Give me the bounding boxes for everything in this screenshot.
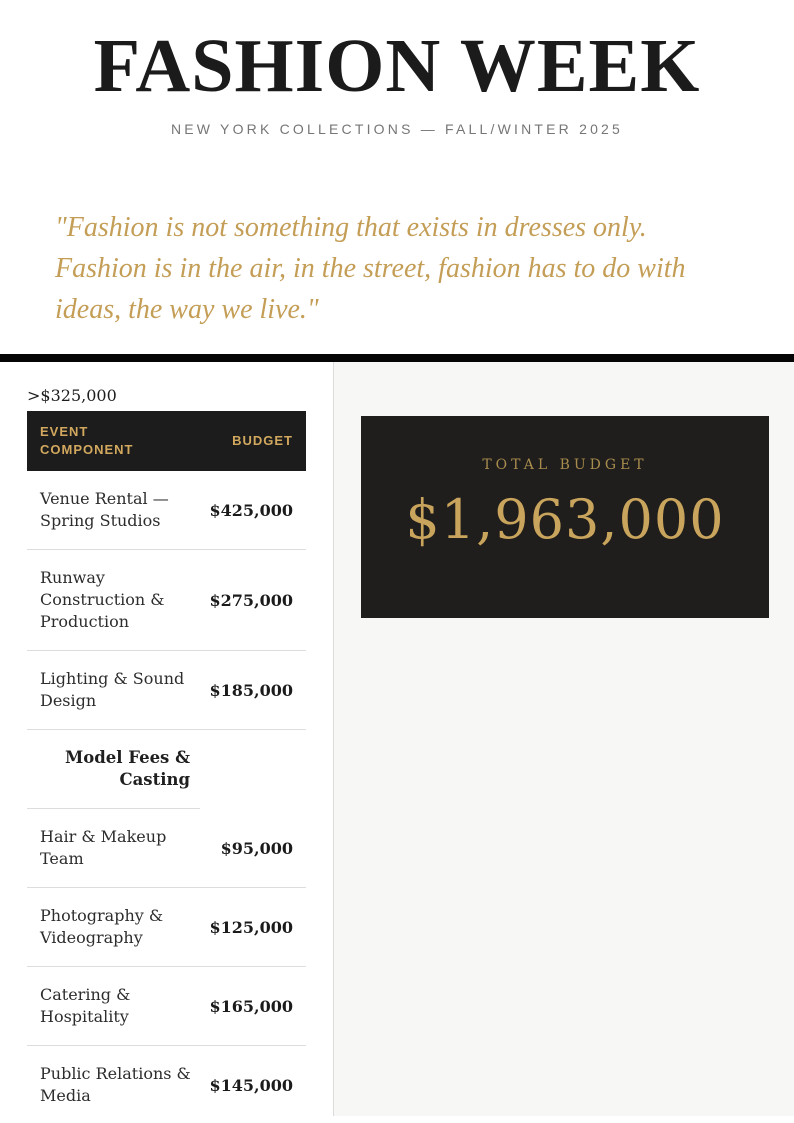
page-subtitle: NEW YORK COLLECTIONS — FALL/WINTER 2025 (170, 121, 624, 137)
budget-cell: $185,000 (209, 680, 293, 700)
event-component-cell: Venue Rental — Spring Studios (40, 489, 169, 530)
budget-cell: $125,000 (209, 917, 293, 937)
section-divider (0, 354, 794, 362)
table-row (27, 888, 306, 967)
budget-cell: $165,000 (209, 996, 293, 1016)
table-row (27, 550, 306, 651)
column-header-budget: BUDGET (232, 433, 293, 448)
event-component-cell: Public Relations & Media (40, 1064, 191, 1105)
quote-line-1: "Fashion is not something that exists in dresses only. (55, 212, 647, 243)
budget-cell: $145,000 (209, 1075, 293, 1095)
quote (55, 207, 719, 330)
event-component-cell: Lighting & Sound Design (40, 669, 185, 710)
event-component-cell: Hair & Makeup Team (40, 827, 167, 868)
masthead (0, 0, 794, 137)
budget-cell: $425,000 (209, 500, 293, 520)
event-component-cell: Runway Construction & Production (40, 568, 165, 631)
table-row (27, 1046, 306, 1123)
budget-table-body (27, 471, 333, 1123)
total-budget-card (361, 416, 769, 618)
page-title: FASHION WEEK (93, 24, 701, 108)
budget-cell: $95,000 (220, 838, 293, 858)
budget-cell: $275,000 (209, 590, 293, 610)
total-budget-label: TOTAL BUDGET (482, 457, 648, 473)
event-component-cell: Catering & Hospitality (40, 985, 131, 1026)
quote-line-3: ideas, the way we live." (55, 294, 319, 325)
table-row (27, 967, 306, 1046)
event-component-cell: Model Fees & Casting (64, 748, 190, 789)
total-panel (333, 362, 794, 1116)
quote-line-2: Fashion is in the air, in the street, fashion has to do with (55, 253, 686, 284)
column-header-event-component: EVENT COMPONENT (40, 424, 134, 457)
table-row (27, 471, 306, 550)
table-row (27, 730, 200, 809)
event-component-cell: Photography & Videography (40, 906, 164, 947)
table-header (27, 411, 306, 471)
budget-table-panel (0, 362, 333, 1116)
total-budget-value: $1,963,000 (405, 488, 725, 551)
budget-section (0, 362, 794, 1116)
table-row (27, 651, 306, 730)
stray-value: >$325,000 (27, 386, 117, 405)
table-row (27, 809, 306, 888)
